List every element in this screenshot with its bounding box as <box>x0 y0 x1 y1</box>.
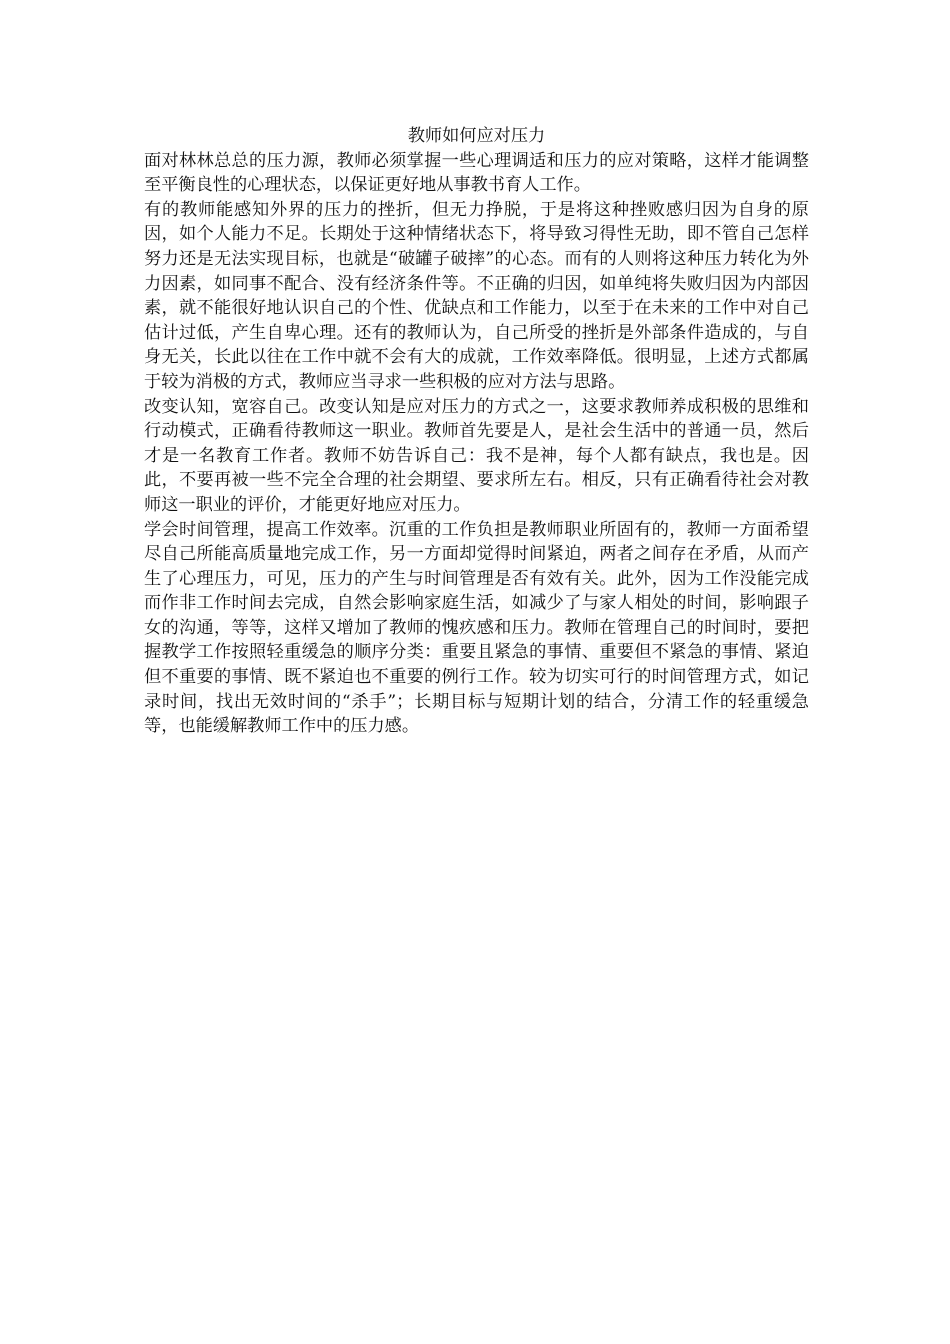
document-body <box>144 124 809 739</box>
paragraph-time-management: 学会时间管理，提高工作效率。沉重的工作负担是教师职业所固有的，教师一方面希望尽自己所能高质量地完成工作，另一方面却觉得时间紧迫，两者之间存在矛盾，从而产生了心理压力，可见，压力的产生与时间管理是否有效有关。此外，因为工作没能完成而作非工作时间去完成，自然会影响家庭生活，如减少了与家人相处的时间，影响跟子女的沟通，等等，这样又增加了教师的愧疚感和压力。教师在管理自己的时间时，要把握教学工作按照轻重缓急的顺序分类：重要且紧急的事情、重要但不紧急的事情、紧迫但不重要的事情、既不紧迫也不重要的例行工作。较为切实可行的时间管理方式，如记录时间，找出无效时间的“杀手”；长期目标与短期计划的结合，分清工作的轻重缓急等，也能缓解教师工作中的压力感。 <box>144 519 809 737</box>
paragraph-intro: 面对林林总总的压力源，教师必须掌握一些心理调适和压力的应对策略，这样才能调整至平衡良性的心理状态，以保证更好地从事教书育人工作。 <box>144 150 809 196</box>
paragraph-attribution: 有的教师能感知外界的压力的挫折，但无力挣脱，于是将这种挫败感归因为自身的原因，如个人能力不足。长期处于这种情绪状态下，将导致习得性无助，即不管自己怎样努力还是无法实现目标，也就是“破罐子破摔”的心态。而有的人则将这种压力转化为外力因素，如同事不配合、没有经济条件等。不正确的归因，如单纯将失败归因为内部因素，就不能很好地认识自己的个性、优缺点和工作能力，以至于在未来的工作中对自己估计过低，产生自卑心理。还有的教师认为，自己所受的挫折是外部条件造成的，与自身无关，长此以往在工作中就不会有大的成就，工作效率降低。很明显，上述方式都属于较为消极的方式，教师应当寻求一些积极的应对方法与思路。 <box>144 199 809 392</box>
document-title: 教师如何应对压力 <box>407 126 546 146</box>
paragraph-change-cognition: 改变认知，宽容自己。改变认知是应对压力的方式之一，这要求教师养成积极的思维和行动模式，正确看待教师这一职业。教师首先要是人，是社会生活中的普通一员，然后才是一名教育工作者。教师不妨告诉自己：我不是神，每个人都有缺点，我也是。因此，不要再被一些不完全合理的社会期望、要求所左右。相反，只有正确看待社会对教师这一职业的评价，才能更好地应对压力。 <box>144 396 809 515</box>
